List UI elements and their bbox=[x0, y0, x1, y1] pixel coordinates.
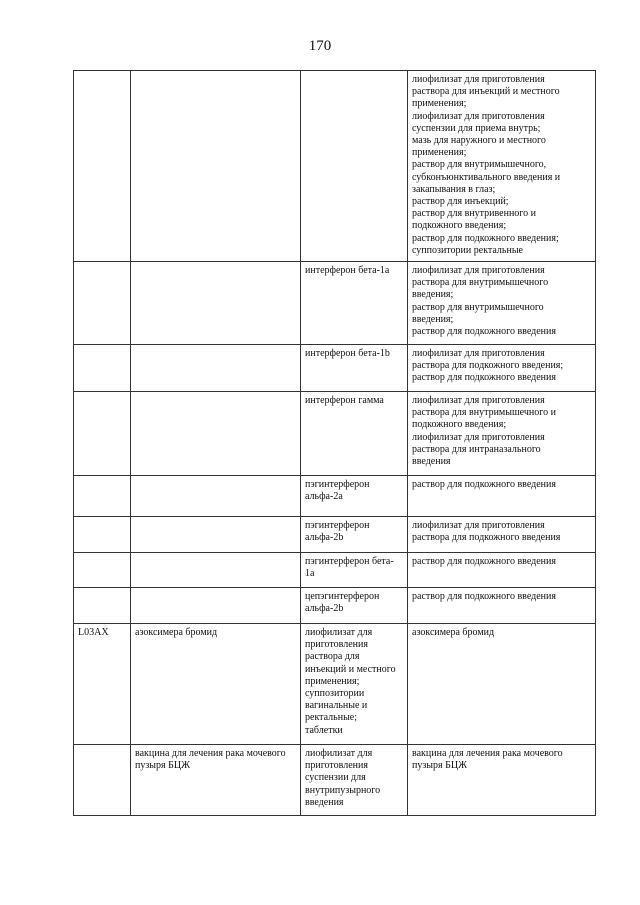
cell-line: альфа-2b bbox=[305, 532, 344, 544]
cell-line: введения; bbox=[412, 313, 454, 325]
cell-line: раствора для инъекций и местного bbox=[412, 86, 560, 98]
drug-name-cell bbox=[301, 624, 408, 745]
cell-line: подкожного введения; bbox=[412, 220, 507, 232]
cell-line: суппозитории bbox=[305, 688, 365, 700]
drug-name-cell bbox=[301, 745, 408, 816]
cell-line: азоксимера бромид bbox=[135, 627, 218, 638]
cell-line: раствора для подкожного введения bbox=[412, 532, 561, 544]
cell-line: пэгинтерферон bbox=[305, 520, 370, 531]
cell-line: раствора для внутримышечного bbox=[412, 277, 549, 289]
cell-line: интерферон бета-1b bbox=[305, 348, 390, 359]
cell-line: внутрипузырного bbox=[305, 784, 381, 796]
cell-line: интерферон бета-1a bbox=[305, 265, 390, 276]
atc-code-cell bbox=[74, 588, 131, 624]
dosage-form-cell bbox=[408, 476, 596, 517]
cell-line: лиофилизат для bbox=[305, 748, 373, 759]
cell-line: лиофилизат для bbox=[305, 627, 373, 638]
cell-line: раствора для подкожного введения; bbox=[412, 360, 564, 372]
group-name-cell bbox=[131, 517, 301, 553]
cell-line: раствор для подкожного введения bbox=[412, 326, 556, 338]
cell-line: введения bbox=[412, 456, 451, 468]
drug-name-cell bbox=[301, 345, 408, 392]
group-name-cell bbox=[131, 262, 301, 345]
cell-line: вакцина для лечения рака мочевого bbox=[412, 748, 563, 759]
cell-line: лиофилизат для приготовления bbox=[412, 265, 545, 276]
group-name-cell bbox=[131, 745, 301, 816]
dosage-form-cell bbox=[408, 392, 596, 476]
cell-line: раствор для подкожного введения bbox=[412, 479, 556, 490]
drug-name-cell bbox=[301, 476, 408, 517]
drug-table bbox=[73, 70, 596, 816]
cell-line: раствор для подкожного введения bbox=[412, 372, 556, 384]
cell-line: пузыря БЦЖ bbox=[135, 760, 191, 772]
table-row bbox=[74, 745, 596, 816]
cell-line: пузыря БЦЖ bbox=[412, 760, 468, 772]
dosage-form-cell bbox=[408, 553, 596, 588]
dosage-form-cell bbox=[408, 624, 596, 745]
dosage-form-cell bbox=[408, 71, 596, 262]
table-row bbox=[74, 476, 596, 517]
dosage-form-cell bbox=[408, 517, 596, 553]
cell-line: пэгинтерферон bbox=[305, 479, 370, 490]
atc-code-cell bbox=[74, 262, 131, 345]
cell-line: вакцина для лечения рака мочевого bbox=[135, 748, 286, 759]
cell-line: лиофилизат для приготовления bbox=[412, 395, 545, 406]
group-name-cell bbox=[131, 345, 301, 392]
cell-line: альфа-2a bbox=[305, 491, 343, 503]
cell-line: цепэгинтерферон bbox=[305, 591, 380, 602]
cell-line: интерферон гамма bbox=[305, 395, 384, 406]
drug-name-cell bbox=[301, 71, 408, 262]
table-row bbox=[74, 553, 596, 588]
dosage-form-cell bbox=[408, 588, 596, 624]
table-row bbox=[74, 262, 596, 345]
atc-code-cell bbox=[74, 553, 131, 588]
cell-line: раствор для подкожного введения; bbox=[412, 232, 559, 244]
cell-line: применения; bbox=[412, 147, 467, 159]
atc-code-cell: L03AX bbox=[74, 624, 131, 745]
cell-line: введения bbox=[305, 796, 344, 808]
atc-code-cell bbox=[74, 71, 131, 262]
cell-line: введения; bbox=[412, 289, 454, 301]
group-name-cell bbox=[131, 476, 301, 517]
group-name-cell bbox=[131, 553, 301, 588]
atc-code-cell bbox=[74, 392, 131, 476]
cell-line: субконъюнктивального введения и bbox=[412, 171, 561, 183]
table-row bbox=[74, 392, 596, 476]
cell-line: раствор для внутримышечного, bbox=[412, 159, 547, 171]
atc-code-cell bbox=[74, 345, 131, 392]
cell-line: раствор для внутривенного и bbox=[412, 208, 537, 220]
cell-line: ректальные; bbox=[305, 712, 358, 724]
cell-line: раствор для инъекций; bbox=[412, 196, 509, 208]
cell-line: приготовления bbox=[305, 760, 368, 772]
cell-line: лиофилизат для приготовления bbox=[412, 520, 545, 531]
cell-line: азоксимера бромид bbox=[412, 627, 495, 638]
dosage-form-cell bbox=[408, 262, 596, 345]
cell-line: раствора для интраназального bbox=[412, 443, 541, 455]
cell-line: альфа-2b bbox=[305, 603, 344, 615]
drug-name-cell bbox=[301, 392, 408, 476]
atc-code-cell bbox=[74, 476, 131, 517]
cell-line: закапывания в глаз; bbox=[412, 183, 496, 195]
cell-line: раствора для внутримышечного и bbox=[412, 407, 556, 419]
atc-code-cell bbox=[74, 745, 131, 816]
drug-name-cell bbox=[301, 553, 408, 588]
table-row bbox=[74, 345, 596, 392]
cell-line: мазь для наружного и местного bbox=[412, 135, 546, 147]
cell-line: раствор для подкожного введения bbox=[412, 556, 556, 567]
cell-line: лиофилизат для приготовления bbox=[412, 110, 545, 122]
cell-line: раствор для внутримышечного bbox=[412, 301, 544, 313]
cell-line: инъекций и местного bbox=[305, 663, 396, 675]
group-name-cell bbox=[131, 392, 301, 476]
cell-line: лиофилизат для приготовления bbox=[412, 74, 545, 85]
cell-line: приготовления bbox=[305, 639, 368, 651]
cell-line: таблетки bbox=[305, 724, 343, 736]
dosage-form-cell bbox=[408, 345, 596, 392]
table-row bbox=[74, 624, 596, 745]
cell-line: 1a bbox=[305, 568, 315, 580]
group-name-cell bbox=[131, 624, 301, 745]
table-row bbox=[74, 588, 596, 624]
cell-line: применения; bbox=[305, 675, 360, 687]
cell-line: раствор для подкожного введения bbox=[412, 591, 556, 602]
dosage-form-cell bbox=[408, 745, 596, 816]
cell-line: суспензии для приема внутрь; bbox=[412, 122, 541, 134]
page-number: 170 bbox=[308, 38, 332, 54]
cell-line: применения; bbox=[412, 98, 467, 110]
cell-line: раствора для bbox=[305, 651, 360, 663]
cell-line: суппозитории ректальные bbox=[412, 244, 523, 256]
drug-name-cell bbox=[301, 262, 408, 345]
cell-line: лиофилизат для приготовления bbox=[412, 348, 545, 359]
drug-name-cell bbox=[301, 517, 408, 553]
drug-name-cell bbox=[301, 588, 408, 624]
cell-line: лиофилизат для приготовления bbox=[412, 431, 545, 443]
atc-code-cell bbox=[74, 517, 131, 553]
group-name-cell bbox=[131, 71, 301, 262]
cell-line: суспензии для bbox=[305, 772, 366, 784]
cell-line: пэгинтерферон бета- bbox=[305, 556, 394, 567]
group-name-cell bbox=[131, 588, 301, 624]
cell-line: подкожного введения; bbox=[412, 419, 507, 431]
table-row bbox=[74, 71, 596, 262]
cell-line: вагинальные и bbox=[305, 700, 368, 712]
table-row bbox=[74, 517, 596, 553]
